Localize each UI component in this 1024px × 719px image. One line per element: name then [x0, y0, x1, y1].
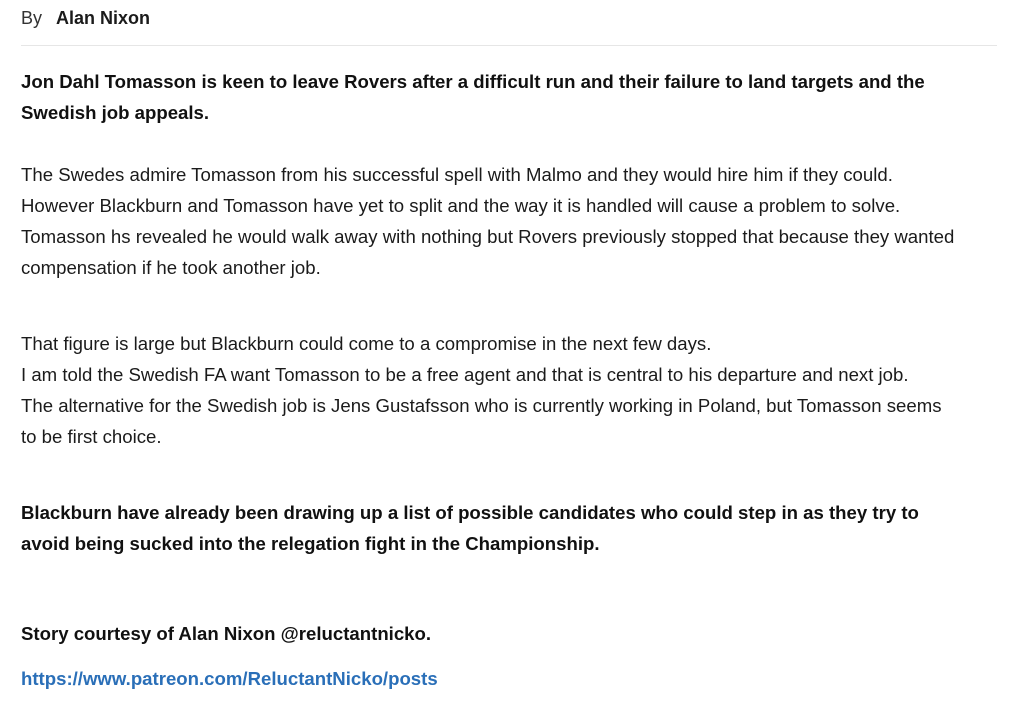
body-line: The Swedes admire Tomasson from his successful spell with Malmo and they would hire him if they could. — [21, 164, 893, 185]
byline-divider — [21, 45, 997, 46]
body-line: However Blackburn and Tomasson have yet to split and the way it is handled will cause a problem to solve. — [21, 195, 901, 216]
body-paragraph-2 — [21, 328, 999, 452]
intro-line-1: Jon Dahl Tomasson is keen to leave Rovers after a difficult run and their failure to land targets and the — [21, 71, 925, 92]
patreon-link[interactable]: https://www.patreon.com/ReluctantNicko/posts — [21, 668, 438, 689]
body-line: The alternative for the Swedish job is Jens Gustafsson who is currently working in Poland, but Tomasson seems — [21, 395, 942, 416]
intro-paragraph — [21, 66, 999, 128]
body-line: to be first choice. — [21, 426, 162, 447]
byline — [21, 8, 150, 28]
credit-line: Story courtesy of Alan Nixon @reluctantnicko. — [21, 623, 432, 644]
intro-line-2: Swedish job appeals. — [21, 102, 210, 123]
story-credit — [21, 618, 999, 649]
bold-line-1: Blackburn have already been drawing up a list of possible candidates who could step in as they try to — [21, 502, 919, 523]
bold-paragraph — [21, 497, 999, 559]
body-line: compensation if he took another job. — [21, 257, 321, 278]
body-line: That figure is large but Blackburn could come to a compromise in the next few days. — [21, 333, 712, 354]
bold-line-2: avoid being sucked into the relegation fight in the Championship. — [21, 533, 600, 554]
body-line: Tomasson hs revealed he would walk away with nothing but Rovers previously stopped that because they wanted — [21, 226, 955, 247]
byline-prefix: By — [21, 8, 43, 28]
body-paragraph-1 — [21, 159, 999, 283]
body-line: I am told the Swedish FA want Tomasson to be a free agent and that is central to his departure and next job. — [21, 364, 909, 385]
author-name[interactable]: Alan Nixon — [56, 8, 151, 28]
